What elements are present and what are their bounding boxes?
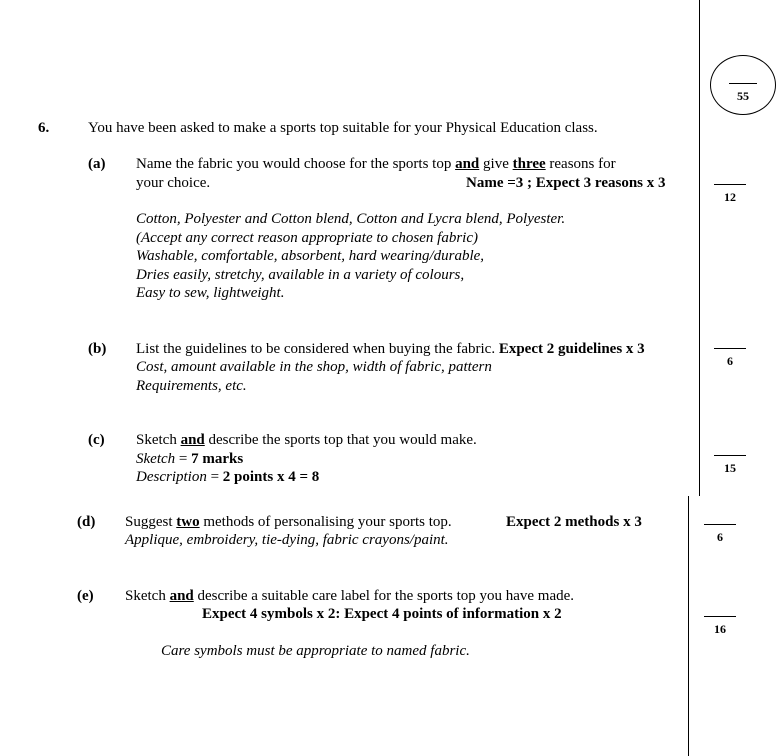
part-a-answer-line: Washable, comfortable, absorbent, hard wearing/durable, [136,248,485,264]
part-c-marks: 15 [714,455,746,476]
part-c-sketch-marks: Sketch = 7 marks [136,451,244,467]
total-marks: 55 [737,89,749,103]
part-c-label: (c) [88,432,105,448]
part-b-marks: 6 [714,348,746,369]
part-d-question-line: Suggest two methods of personalising your sports top. [125,514,452,530]
part-b-label: (b) [88,341,107,357]
part-e-question-line: Sketch and describe a suitable care label for the sports top you have made. [125,588,575,604]
part-a-marks: 12 [714,184,746,205]
part-e-marks: 16 [704,616,736,637]
part-a-question-line1: Name the fabric you would choose for the sports top and give three reasons for [136,156,616,172]
part-a-marking-scheme: Name =3 ; Expect 3 reasons x 3 [466,175,666,191]
question-intro: You have been asked to make a sports top suitable for your Physical Education class. [88,120,598,136]
part-d-marking-scheme: Expect 2 methods x 3 [506,514,642,530]
part-e-marking-scheme: Expect 4 symbols x 2: Expect 4 points of information x 2 [202,606,562,622]
part-d-answer-line: Applique, embroidery, tie-dying, fabric crayons/paint. [125,532,449,548]
part-a-answer-line: (Accept any correct reason appropriate to chosen fabric) [136,230,478,246]
part-d-marks: 6 [704,524,736,545]
part-a-answer-line: Dries easily, stretchy, available in a variety of colours, [136,267,465,283]
question-number: 6. [38,120,50,136]
part-c-question-line: Sketch and describe the sports top that you would make. [136,432,477,448]
total-marks-circle [710,55,776,115]
part-b-answer-line: Requirements, etc. [136,378,247,394]
part-e-note: Care symbols must be appropriate to named fabric. [161,643,470,659]
part-e-label: (e) [77,588,94,604]
part-c-description-marks: Description = 2 points x 4 = 8 [136,469,320,485]
part-b-answer-line: Cost, amount available in the shop, width of fabric, pattern [136,359,492,375]
part-a-label: (a) [88,156,106,172]
part-b-question-line: List the guidelines to be considered when buying the fabric. Expect 2 guidelines x 3 [136,341,645,357]
part-d-label: (d) [77,514,96,530]
margin-line-lower [688,496,689,756]
margin-line-upper [699,0,700,496]
part-a-answer-line: Easy to sew, lightweight. [136,285,285,301]
part-a-question-line2: your choice. [136,175,211,191]
part-a-answer-line: Cotton, Polyester and Cotton blend, Cotton and Lycra blend, Polyester. [136,211,566,227]
